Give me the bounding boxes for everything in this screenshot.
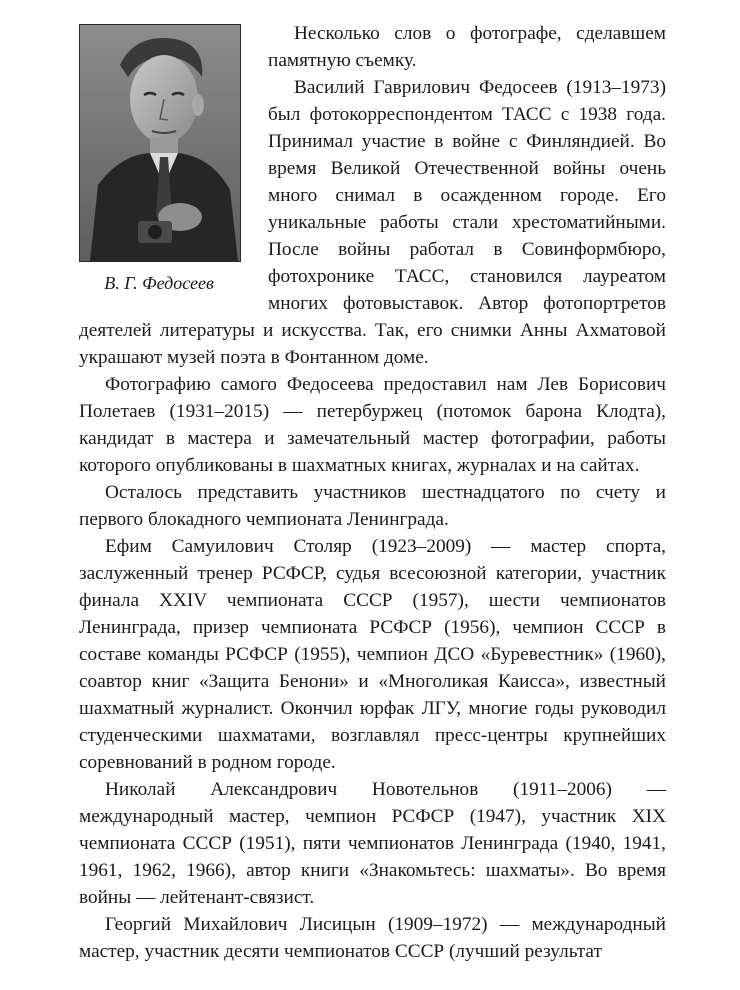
paragraph-7: Георгий Михайлович Лисицын (1909–1972) — международный мастер, участник десяти чемпионатов СССР (лучший результат [79, 914, 666, 962]
paragraph-5: Ефим Самуилович Столяр (1923–2009) — мастер спорта, заслуженный тренер РСФСР, судья всесоюзной категории, участник финала XXIV чемпионата СССР (1957), шести чемпионатов Ленинграда, призер чемпионата РСФСР (1956), чемпион СССР в составе команды РСФСР (1955), чемпион ДСО «Буревестник» (1960), соавтор книг «Защита Бенони» и «Многоликая Каисса», известный шахматный журналист. Окончил юрфак ЛГУ, многие годы руководил студенческими шахматами, возглавлял пресс-центры крупнейших соревнований в родном городе. [79, 536, 666, 773]
photo-caption: В. Г. Федосеев [104, 273, 214, 293]
photo-figure [79, 24, 257, 295]
paragraph-2: Василий Гаврилович Федосеев (1913–1973) был фотокорреспондентом ТАСС с 1938 года. Принимал участие в войне с Финляндией. Во время Великой Отечественной войны очень много снимал в осажденном городе. Его уникальные работы стали хрестоматийными. После войны работал в Совинформбюро, фотохронике ТАСС, становился лауреатом многих фотовыставок. Автор фотопортретов деятелей литературы и искусства. Так, его снимки Анны Ахматовой украшают музей поэта в Фонтанном доме. [79, 77, 666, 368]
paragraph-4: Осталось представить участников шестнадцатого по счету и первого блокадного чемпионата Ленинграда. [79, 482, 666, 530]
paragraph-6: Николай Александрович Новотельнов (1911–2006) — международный мастер, чемпион РСФСР (1947), участник XIX чемпионата СССР (1951), пяти чемпионатов Ленинграда (1940, 1941, 1961, 1962, 1966), автор книги «Знакомьтесь: шахматы». Во время войны — лейтенант-связист. [79, 779, 666, 908]
paragraph-1: Несколько слов о фотографе, сделавшем памятную съемку. [268, 23, 666, 71]
portrait-photo [79, 24, 241, 262]
page-text [79, 20, 666, 965]
portrait-image [80, 25, 240, 261]
paragraph-3: Фотографию самого Федосеева предоставил нам Лев Борисович Полетаев (1931–2015) — петербуржец (потомок барона Клодта), кандидат в мастера и замечательный мастер фотографии, работы которого опубликованы в шахматных книгах, журналах и на сайтах. [79, 374, 666, 476]
